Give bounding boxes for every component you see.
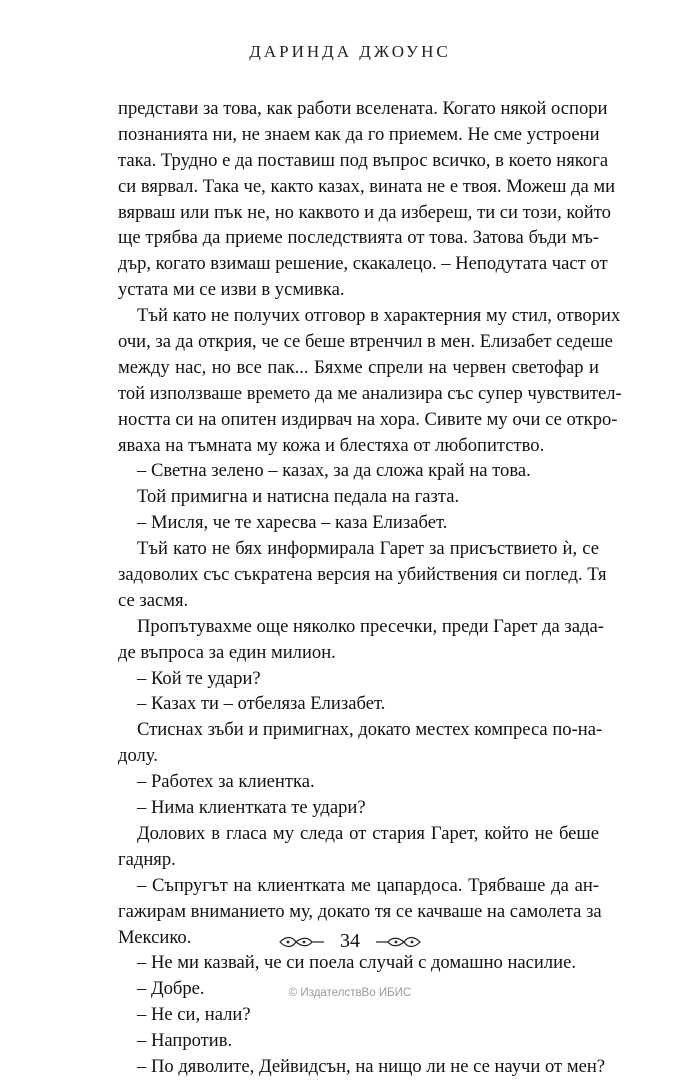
text-line: Мексико. bbox=[118, 926, 192, 948]
text-line: Тъй като не получих отговор в характерния му стил, отворих bbox=[137, 305, 621, 327]
text-line: гажирам вниманието му, докато тя се качваше на самолета за bbox=[118, 900, 602, 922]
text-line: той използваше времето да ме анализира със супер чувствител- bbox=[118, 382, 622, 404]
text-line: познанията ни, не знаем как да го приемем. Не сме устроени bbox=[118, 123, 600, 145]
running-head-title: ДАРИНДА ДЖОУНС bbox=[249, 42, 451, 61]
text-line: гадняр. bbox=[118, 848, 176, 870]
text-line: вярваш или пък не, но каквото и да избереш, ти си този, който bbox=[118, 201, 611, 223]
text-line: Тъй като не бях информирала Гарет за присъствието ѝ, се bbox=[137, 538, 599, 560]
text-line: ще трябва да приеме последствията от това. Затова бъди мъ- bbox=[118, 227, 599, 249]
text-line: дър, когато взимаш решение, скакалецо. – Неподутата част от bbox=[118, 253, 608, 275]
text-line: – Не си, нали? bbox=[137, 1004, 251, 1026]
text-line: – Съпругът на клиентката ме цапардоса. Трябваше да ан- bbox=[137, 874, 599, 896]
text-line: долу. bbox=[118, 745, 158, 767]
text-line: – Не ми казвай, че си поела случай с домашно насилие. bbox=[137, 952, 577, 974]
flourish-ornament-left-icon bbox=[278, 935, 326, 949]
text-line: между нас, но все пак... Бяхме спрели на червен светофар и bbox=[118, 356, 599, 378]
text-line: – По дяволите, Дейвидсън, на нищо ли не се научи от мен? bbox=[137, 1055, 606, 1077]
text-line: – Казах ти – отбеляза Елизабет. bbox=[137, 693, 386, 715]
page-number: 34 bbox=[340, 930, 360, 952]
text-line: се засмя. bbox=[118, 589, 189, 611]
text-line: ността си на опитен издирвач на хора. Сивите му очи се откро- bbox=[118, 408, 618, 430]
text-line: – Мисля, че те харесва – каза Елизабет. bbox=[137, 512, 448, 534]
text-line: така. Трудно е да поставиш под въпрос всичко, в което някога bbox=[118, 149, 609, 171]
text-line: Долових в гласа му следа от стария Гарет, който не беше bbox=[137, 822, 599, 844]
flourish-ornament-right-icon bbox=[374, 935, 422, 949]
publisher-copyright: © ИздателствВо ИБИС bbox=[288, 987, 412, 999]
text-line: очи, за да открия, че се беше втренчил в мен. Елизабет седеше bbox=[118, 331, 613, 353]
text-line: – Кой те удари? bbox=[137, 667, 261, 689]
text-line: Той примигна и натисна педала на газта. bbox=[137, 486, 460, 508]
text-line: Стиснах зъби и примигнах, докато местех компреса по-на- bbox=[137, 719, 603, 741]
text-line: си вярвал. Така че, както казах, вината не е твоя. Можеш да ми bbox=[118, 175, 616, 197]
text-line: – Напротив. bbox=[137, 1030, 233, 1052]
text-line: задоволих със съкратена версия на убийствения си поглед. Тя bbox=[118, 564, 607, 586]
text-line: яваха на тъмната му кожа и блестяха от любопитство. bbox=[118, 434, 545, 456]
text-line: де въпроса за един милион. bbox=[118, 641, 336, 663]
text-line: – Работех за клиентка. bbox=[137, 771, 315, 793]
text-line: – Добре. bbox=[137, 978, 205, 1000]
text-line: – Нима клиентката те удари? bbox=[137, 797, 366, 819]
page-footer-folio bbox=[0, 930, 700, 953]
text-line: представи за това, как работи вселената. Когато някой оспори bbox=[118, 98, 608, 119]
text-line: устата ми се изви в усмивка. bbox=[118, 279, 345, 301]
text-line: Пропътувахме още няколко пресечки, преди Гарет да зада- bbox=[137, 615, 604, 637]
text-line: – Светна зелено – казах, за да сложа край на това. bbox=[137, 460, 531, 482]
